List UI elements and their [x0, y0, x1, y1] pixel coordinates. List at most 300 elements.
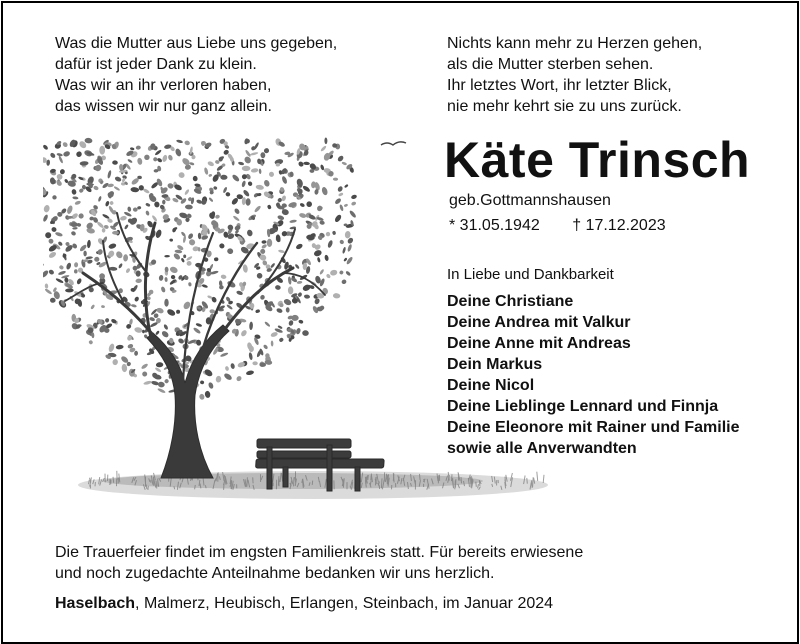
poem-line: Ihr letztes Wort, ihr letzter Blick,	[447, 77, 672, 94]
leaf	[115, 250, 124, 259]
leaf	[121, 364, 127, 373]
leaf	[66, 205, 74, 215]
leaf	[50, 298, 56, 303]
leaf	[155, 330, 160, 335]
leaf	[94, 164, 103, 173]
leaf	[303, 162, 310, 166]
mourner-line: Deine Nicol	[447, 377, 535, 394]
grass-blade	[381, 478, 382, 488]
leaf	[143, 380, 152, 385]
leaf	[93, 185, 99, 191]
leaf	[127, 206, 131, 212]
mourner-line: Deine Anne mit Andreas	[447, 335, 631, 352]
leaf	[154, 201, 160, 208]
leaf	[200, 380, 205, 384]
leaf	[116, 344, 124, 349]
leaf	[112, 359, 119, 366]
poem-line: das wissen wir nur ganz allein.	[55, 98, 272, 115]
leaf	[143, 153, 151, 161]
leaf	[125, 267, 131, 273]
leaf	[330, 269, 338, 276]
leaf	[215, 214, 221, 219]
leaf	[87, 240, 91, 248]
leaf	[99, 146, 105, 155]
leaf	[334, 197, 342, 205]
leaf	[243, 155, 252, 164]
leaf	[79, 244, 88, 253]
leaf	[337, 185, 344, 192]
leaf	[169, 266, 179, 275]
mourner-line: Deine Lieblinge Lennard und Finnja	[447, 398, 719, 415]
leaf	[278, 337, 284, 343]
leaf	[291, 315, 299, 321]
leaf	[241, 180, 246, 187]
leaf	[345, 270, 351, 276]
leaf	[278, 249, 285, 253]
leaf	[268, 171, 275, 178]
leaf	[281, 176, 288, 185]
leaf	[114, 176, 122, 183]
leaf	[297, 281, 303, 285]
leaf	[78, 213, 83, 218]
leaf	[97, 248, 104, 255]
grass-blade	[113, 477, 114, 483]
leaf	[288, 320, 294, 327]
leaf	[151, 215, 158, 223]
leaf	[218, 242, 225, 249]
leaf	[156, 307, 165, 314]
leaf	[163, 324, 169, 331]
leaf	[231, 174, 240, 183]
grass-blade	[438, 475, 439, 483]
leaf	[108, 343, 116, 353]
leaf	[276, 307, 283, 313]
leaf	[259, 168, 262, 174]
grass-blade	[471, 477, 472, 486]
leaf	[208, 174, 212, 178]
leaf	[76, 278, 82, 285]
leaf	[166, 308, 176, 317]
leaf	[74, 262, 78, 268]
leaf	[327, 240, 334, 249]
leaf	[84, 138, 92, 144]
leaf	[334, 214, 343, 223]
grass-blade	[224, 483, 225, 490]
leaf	[141, 371, 148, 378]
leaf	[333, 293, 341, 299]
leaf	[208, 382, 215, 390]
grass-blade	[527, 478, 528, 484]
leaf	[186, 261, 192, 267]
leaf	[130, 147, 135, 151]
leaf	[58, 155, 64, 163]
leaf	[63, 150, 71, 157]
leaf	[214, 257, 219, 261]
leaf	[162, 154, 168, 162]
leaf	[210, 270, 219, 275]
grass-blade	[420, 474, 421, 480]
leaf	[52, 195, 57, 199]
leaf	[277, 215, 285, 221]
leaf	[244, 138, 249, 145]
leaf	[324, 254, 329, 261]
grass-blade	[533, 477, 534, 487]
leaf	[319, 220, 325, 225]
leaf	[158, 381, 166, 388]
obituary-notice	[1, 1, 799, 644]
leaf	[314, 298, 321, 305]
leaf	[261, 243, 268, 249]
leaf	[223, 372, 233, 381]
leaf	[158, 275, 163, 281]
leaf	[96, 221, 105, 229]
leaf	[254, 205, 262, 213]
mourner-line: Deine Andrea mit Valkur	[447, 314, 631, 331]
leaf	[43, 214, 49, 222]
leaf	[208, 197, 213, 202]
leaf	[161, 330, 170, 339]
leaf	[250, 152, 259, 156]
leaf	[152, 156, 158, 162]
leaf	[145, 210, 150, 216]
grass-blade	[205, 485, 206, 488]
leaf	[162, 200, 166, 205]
leaf	[286, 307, 290, 313]
leaf	[187, 233, 194, 240]
leaf	[155, 229, 163, 239]
leaf	[251, 168, 259, 173]
leaf	[271, 340, 274, 346]
leaf	[247, 181, 253, 187]
leaf	[90, 304, 95, 310]
leaf	[127, 159, 133, 164]
leaf	[134, 351, 138, 356]
leaf	[181, 258, 185, 263]
poem-right	[447, 33, 702, 117]
leaf	[48, 251, 57, 259]
leaf	[343, 257, 347, 262]
leaf	[227, 224, 235, 232]
leaf	[245, 149, 252, 157]
leaf	[249, 322, 253, 331]
leaf	[299, 202, 305, 207]
leaf	[215, 376, 221, 383]
leaf	[320, 145, 327, 152]
leaf	[99, 273, 106, 280]
leaf	[316, 205, 323, 212]
leaf	[43, 204, 50, 213]
mourners-list	[447, 291, 740, 459]
leaf	[58, 265, 64, 271]
leaf	[341, 279, 347, 285]
leaf	[164, 299, 168, 307]
leaf	[267, 239, 272, 247]
leaf	[49, 152, 56, 159]
poem-line: Was die Mutter aus Liebe uns gegeben,	[55, 35, 338, 52]
leaf	[246, 198, 251, 205]
grass-blade	[543, 475, 544, 483]
leaf	[183, 275, 189, 281]
leaf	[164, 277, 167, 282]
leaf	[261, 240, 266, 244]
leaf	[248, 352, 253, 360]
leaf	[182, 235, 186, 243]
leaf	[332, 231, 336, 236]
mourner-line: sowie alle Anverwandten	[447, 440, 637, 457]
leaf	[333, 178, 338, 181]
poem-left	[55, 33, 337, 117]
leaf	[234, 208, 241, 215]
leaf	[263, 344, 269, 350]
note-line: und noch zugedachte Anteilnahme bedanken wir uns herzlich.	[55, 565, 495, 582]
leaf	[317, 257, 321, 263]
leaf	[344, 203, 349, 207]
leaf	[304, 294, 310, 299]
leaf	[164, 378, 170, 384]
leaf	[65, 262, 71, 270]
mourner-line: Dein Markus	[447, 356, 543, 373]
leaf	[199, 393, 205, 400]
leaf	[289, 219, 297, 223]
leaf	[302, 185, 311, 193]
leaf	[240, 329, 248, 337]
leaf	[112, 160, 118, 165]
leaf	[104, 318, 109, 323]
life-dates	[449, 217, 666, 235]
funeral-note	[55, 542, 583, 584]
leaf	[225, 192, 230, 197]
leaf	[225, 366, 230, 372]
leaf	[184, 189, 190, 196]
leaf	[169, 238, 173, 241]
leaf	[339, 204, 344, 211]
leaf	[107, 218, 114, 224]
leaf	[108, 243, 117, 250]
leaf	[344, 184, 349, 188]
leaf	[123, 254, 128, 261]
leaf	[109, 200, 114, 205]
leaf	[321, 186, 329, 196]
leaf	[220, 274, 226, 279]
grass-blade	[195, 485, 196, 489]
leaf	[351, 194, 358, 200]
leaf	[131, 304, 137, 308]
leaf	[134, 296, 140, 302]
leaf	[164, 255, 170, 258]
leaf	[156, 157, 162, 163]
grass-blade	[532, 480, 533, 488]
leaf	[341, 161, 347, 165]
leaf	[176, 310, 180, 314]
leaf	[74, 200, 81, 205]
leaf	[184, 140, 190, 146]
note-line: Die Trauerfeier findet im engsten Familienkreis statt. Für bereits erwiesene	[55, 544, 584, 561]
leaf	[156, 362, 164, 368]
leaf	[204, 167, 209, 175]
leaf	[294, 264, 300, 270]
leaf	[75, 150, 83, 158]
leaf	[324, 137, 327, 144]
leaf	[189, 162, 194, 166]
leaf	[201, 234, 209, 240]
leaf	[178, 172, 185, 179]
leaf	[124, 224, 129, 230]
maiden-name: geb.Gottmannshausen	[449, 192, 611, 209]
leaf	[263, 179, 270, 187]
place-town: Haselbach	[55, 595, 136, 612]
leaf	[126, 335, 132, 342]
leaf	[171, 275, 176, 280]
leaf	[255, 184, 264, 190]
grass-blade	[476, 482, 477, 487]
leaf	[118, 263, 123, 269]
grass-blade	[461, 477, 462, 483]
leaf	[207, 160, 215, 167]
leaf	[130, 187, 139, 193]
leaf	[160, 286, 166, 293]
leaf	[252, 361, 258, 365]
leaf	[186, 255, 193, 261]
leaf	[260, 294, 266, 300]
grass-blade	[312, 481, 313, 485]
leaf	[256, 272, 264, 280]
leaf	[83, 251, 87, 257]
leaf	[48, 269, 55, 276]
leaf	[167, 154, 173, 161]
leaf	[102, 213, 110, 219]
leaf	[260, 249, 265, 254]
leaf	[345, 231, 351, 239]
leaf	[242, 166, 251, 171]
leaf	[64, 277, 69, 282]
leaf	[226, 248, 233, 255]
leaf	[72, 196, 78, 200]
leaf	[139, 185, 144, 190]
leaf	[281, 195, 287, 202]
leaf	[255, 309, 260, 314]
leaf	[288, 286, 294, 294]
leaf	[120, 215, 128, 221]
leaf	[339, 239, 345, 245]
leaf	[302, 330, 309, 336]
leaf	[141, 363, 149, 370]
leaf	[137, 206, 142, 210]
leaf	[193, 327, 202, 335]
leaf	[313, 249, 322, 257]
leaf	[98, 196, 102, 202]
mourner-line: Deine Eleonore mit Rainer und Familie	[447, 419, 740, 436]
leaf	[88, 340, 93, 345]
leaf	[260, 152, 265, 158]
leaf	[154, 367, 161, 373]
leaf	[242, 264, 248, 273]
leaf	[264, 321, 271, 327]
leaf	[65, 288, 74, 292]
leaf	[351, 201, 357, 206]
leaf	[275, 285, 281, 291]
leaf	[137, 157, 143, 165]
leaf	[58, 270, 67, 275]
leaf	[283, 298, 292, 306]
leaf	[238, 161, 245, 165]
mourner-line: Deine Christiane	[447, 293, 574, 310]
leaf	[145, 202, 151, 207]
grass-blade	[455, 480, 456, 489]
leaf	[74, 269, 78, 273]
leaf	[319, 269, 325, 275]
poem-line: als die Mutter sterben sehen.	[447, 56, 654, 73]
leaf	[232, 215, 240, 222]
leaf	[72, 227, 78, 230]
leaf	[281, 230, 288, 237]
leaf	[48, 238, 55, 245]
leaf	[55, 231, 63, 237]
leaf	[342, 247, 346, 254]
leaf	[270, 262, 276, 268]
leaf	[45, 283, 49, 289]
leaf	[85, 256, 93, 259]
mourners-intro: In Liebe und Dankbarkeit	[447, 266, 614, 283]
leaf	[101, 305, 105, 308]
leaf	[174, 249, 182, 253]
grass-blade	[452, 474, 453, 481]
leaf	[201, 284, 208, 289]
leaf	[339, 270, 344, 275]
leaf	[174, 148, 182, 157]
grass-blade	[537, 472, 538, 481]
leaf	[302, 283, 312, 292]
leaf	[349, 210, 357, 219]
leaf	[242, 189, 250, 197]
leaf	[177, 337, 185, 344]
poem-line: Nichts kann mehr zu Herzen gehen,	[447, 35, 703, 52]
leaf	[226, 304, 233, 310]
leaf	[204, 390, 211, 398]
leaf	[246, 229, 253, 237]
leaf	[220, 352, 229, 358]
leaf	[71, 189, 77, 196]
leaf	[102, 228, 106, 233]
death-date: † 17.12.2023	[572, 217, 666, 234]
leaf	[136, 145, 142, 150]
leaf	[43, 262, 44, 267]
leaf	[135, 278, 142, 283]
leaf	[44, 231, 52, 239]
leaf	[267, 204, 272, 209]
leaf	[62, 141, 69, 148]
leaf	[220, 175, 227, 180]
leaf	[326, 232, 331, 237]
deceased-name: Käte Trinsch	[444, 132, 751, 188]
birth-date: * 31.05.1942	[449, 217, 540, 234]
leaf	[295, 327, 301, 334]
grass-blade	[393, 474, 394, 481]
leaf	[195, 323, 202, 328]
leaf	[235, 375, 242, 382]
leaf	[297, 161, 304, 168]
leaf	[44, 288, 52, 295]
leaf	[337, 155, 345, 163]
leaf	[167, 182, 175, 189]
leaf	[306, 201, 312, 207]
leaf	[142, 330, 145, 334]
leaf	[338, 192, 344, 197]
leaf	[295, 243, 303, 250]
leaf	[185, 204, 193, 209]
bird-icon	[381, 142, 406, 145]
poem-line: nie mehr kehrt sie zu uns zurück.	[447, 98, 682, 115]
leaf	[43, 144, 49, 151]
